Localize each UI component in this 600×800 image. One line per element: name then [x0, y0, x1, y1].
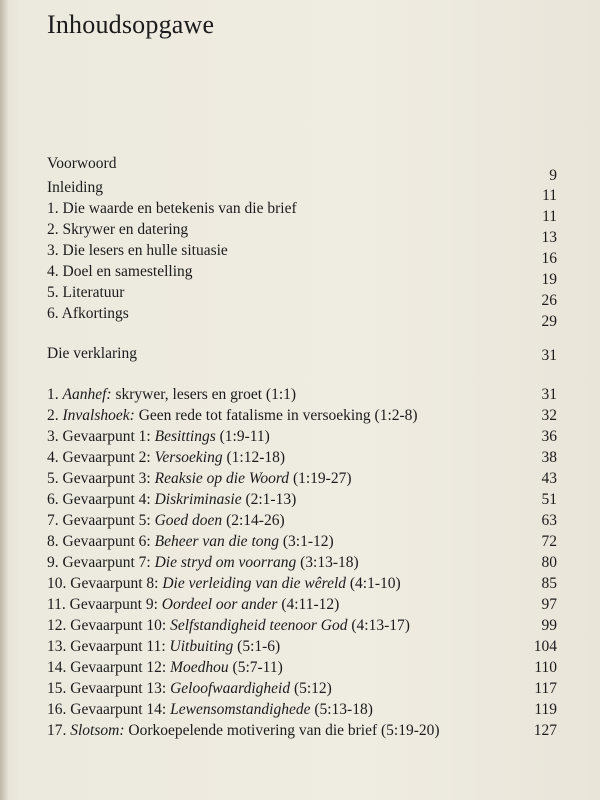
toc-page: 11 — [542, 187, 557, 204]
entry-reference: (5:13-18) — [310, 701, 373, 718]
entry-text: Oorkoepelende motivering van die brief (5:19-20) — [124, 722, 440, 739]
entry-number: 4. Gevaarpunt 2: — [47, 449, 155, 466]
entry-topic: Moedhou — [170, 659, 229, 676]
toc-page: 51 — [541, 491, 557, 508]
toc-label: 5. Literatuur — [47, 284, 125, 301]
entry-reference: (4:1-10) — [346, 575, 401, 592]
page-edge — [0, 0, 8, 800]
entry-number: 7. Gevaarpunt 5: — [47, 512, 155, 529]
toc-page: 16 — [541, 250, 557, 267]
entry-topic: Oordeel oor ander — [161, 596, 278, 613]
entry-reference: (3:13-18) — [296, 554, 359, 571]
toc-page: 31 — [541, 386, 557, 403]
entry-topic: Versoeking — [154, 449, 223, 466]
entry-reference: (4:11-12) — [277, 596, 340, 613]
entry-number: 16. Gevaarpunt 14: — [47, 701, 171, 718]
entry-reference: (4:13-17) — [347, 617, 410, 634]
entry-reference: (5:1-6) — [233, 638, 281, 655]
toc-label: Voorwoord — [47, 155, 117, 172]
toc-page: 13 — [541, 229, 557, 246]
toc-page: 29 — [541, 313, 557, 330]
entry-number: 3. Gevaarpunt 1: — [47, 428, 155, 445]
entry-topic: Die verleiding van die wêreld — [162, 575, 347, 592]
toc-page: 127 — [533, 722, 557, 739]
toc-page: 99 — [541, 617, 557, 634]
toc-page: 97 — [541, 596, 557, 613]
entry-number: 5. Gevaarpunt 3: — [47, 470, 155, 487]
entry-topic: Reaksie op die Woord — [154, 470, 290, 487]
entry-number: 6. Gevaarpunt 4: — [47, 491, 155, 508]
entry-topic: Goed doen — [154, 512, 223, 529]
toc-page: 104 — [533, 638, 557, 655]
entry-number: 10. Gevaarpunt 8: — [47, 575, 163, 592]
toc-page: 85 — [541, 575, 557, 592]
entry-topic: Beheer van die tong — [154, 533, 279, 550]
toc-page: 19 — [541, 271, 557, 288]
toc-page: 72 — [541, 533, 557, 550]
toc-label: 1. Die waarde en betekenis van die brief — [47, 200, 297, 217]
entry-reference: (1:9-11) — [215, 428, 270, 445]
entry-reference: (3:1-12) — [279, 533, 334, 550]
entry-number: 9. Gevaarpunt 7: — [47, 554, 155, 571]
toc-page: 32 — [541, 407, 557, 424]
entry-reference: (1:12-18) — [222, 449, 286, 466]
toc-page: 117 — [534, 680, 557, 697]
toc-label: 2. Skrywer en datering — [47, 221, 189, 238]
toc-page: 38 — [541, 449, 557, 466]
toc-page: 43 — [541, 470, 557, 487]
toc-page: 119 — [534, 701, 557, 718]
toc-label: Inleiding — [47, 179, 103, 196]
entry-number: 13. Gevaarpunt 11: — [47, 638, 170, 655]
entry-number: 15. Gevaarpunt 13: — [47, 680, 171, 697]
toc-page: 63 — [541, 512, 557, 529]
entry-number: 1. — [47, 386, 63, 403]
toc-label: 4. Doel en samestelling — [47, 263, 193, 280]
entry-text: Geen rede tot fatalisme in versoeking (1:2-8) — [134, 407, 418, 424]
entry-number: 2. — [47, 407, 63, 424]
section-label: Die verklaring — [47, 345, 137, 362]
entry-topic: Geloofwaardigheid — [170, 680, 291, 697]
entry-emphasis: Slotsom: — [70, 722, 125, 739]
entry-topic: Lewensomstandighede — [170, 701, 311, 718]
entry-topic: Diskriminasie — [154, 491, 242, 508]
toc-label: 6. Afkortings — [47, 305, 129, 322]
entry-topic: Die stryd om voorrang — [154, 554, 297, 571]
entry-topic: Uitbuiting — [169, 638, 234, 655]
entry-number: 11. Gevaarpunt 9: — [47, 596, 162, 613]
entry-reference: (2:1-13) — [241, 491, 297, 508]
toc-label: 3. Die lesers en hulle situasie — [47, 242, 228, 259]
entry-reference: (2:14-26) — [222, 512, 285, 529]
entry-emphasis: Invalshoek: — [62, 407, 135, 424]
toc-page: 36 — [541, 428, 557, 445]
entry-number: 8. Gevaarpunt 6: — [47, 533, 155, 550]
toc-page: 26 — [541, 292, 557, 309]
entry-number: 12. Gevaarpunt 10: — [47, 617, 171, 634]
page-title: Inhoudsopgawe — [47, 10, 215, 39]
toc-page: 80 — [541, 554, 557, 571]
entry-reference: (5:7-11) — [228, 659, 283, 676]
entry-number: 14. Gevaarpunt 12: — [47, 659, 171, 676]
entry-topic: Besittings — [154, 428, 216, 445]
entry-emphasis: Aanhef: — [62, 386, 112, 403]
toc-page: 11 — [542, 208, 557, 225]
entry-number: 17. — [47, 722, 71, 739]
toc-page: 110 — [534, 659, 557, 676]
section-page: 31 — [541, 347, 557, 364]
entry-reference: (1:19-27) — [289, 470, 352, 487]
entry-text: skrywer, lesers en groet (1:1) — [111, 386, 297, 403]
entry-topic: Selfstandigheid teenoor God — [170, 617, 348, 634]
entry-reference: (5:12) — [290, 680, 332, 697]
toc-page: 9 — [549, 167, 557, 184]
